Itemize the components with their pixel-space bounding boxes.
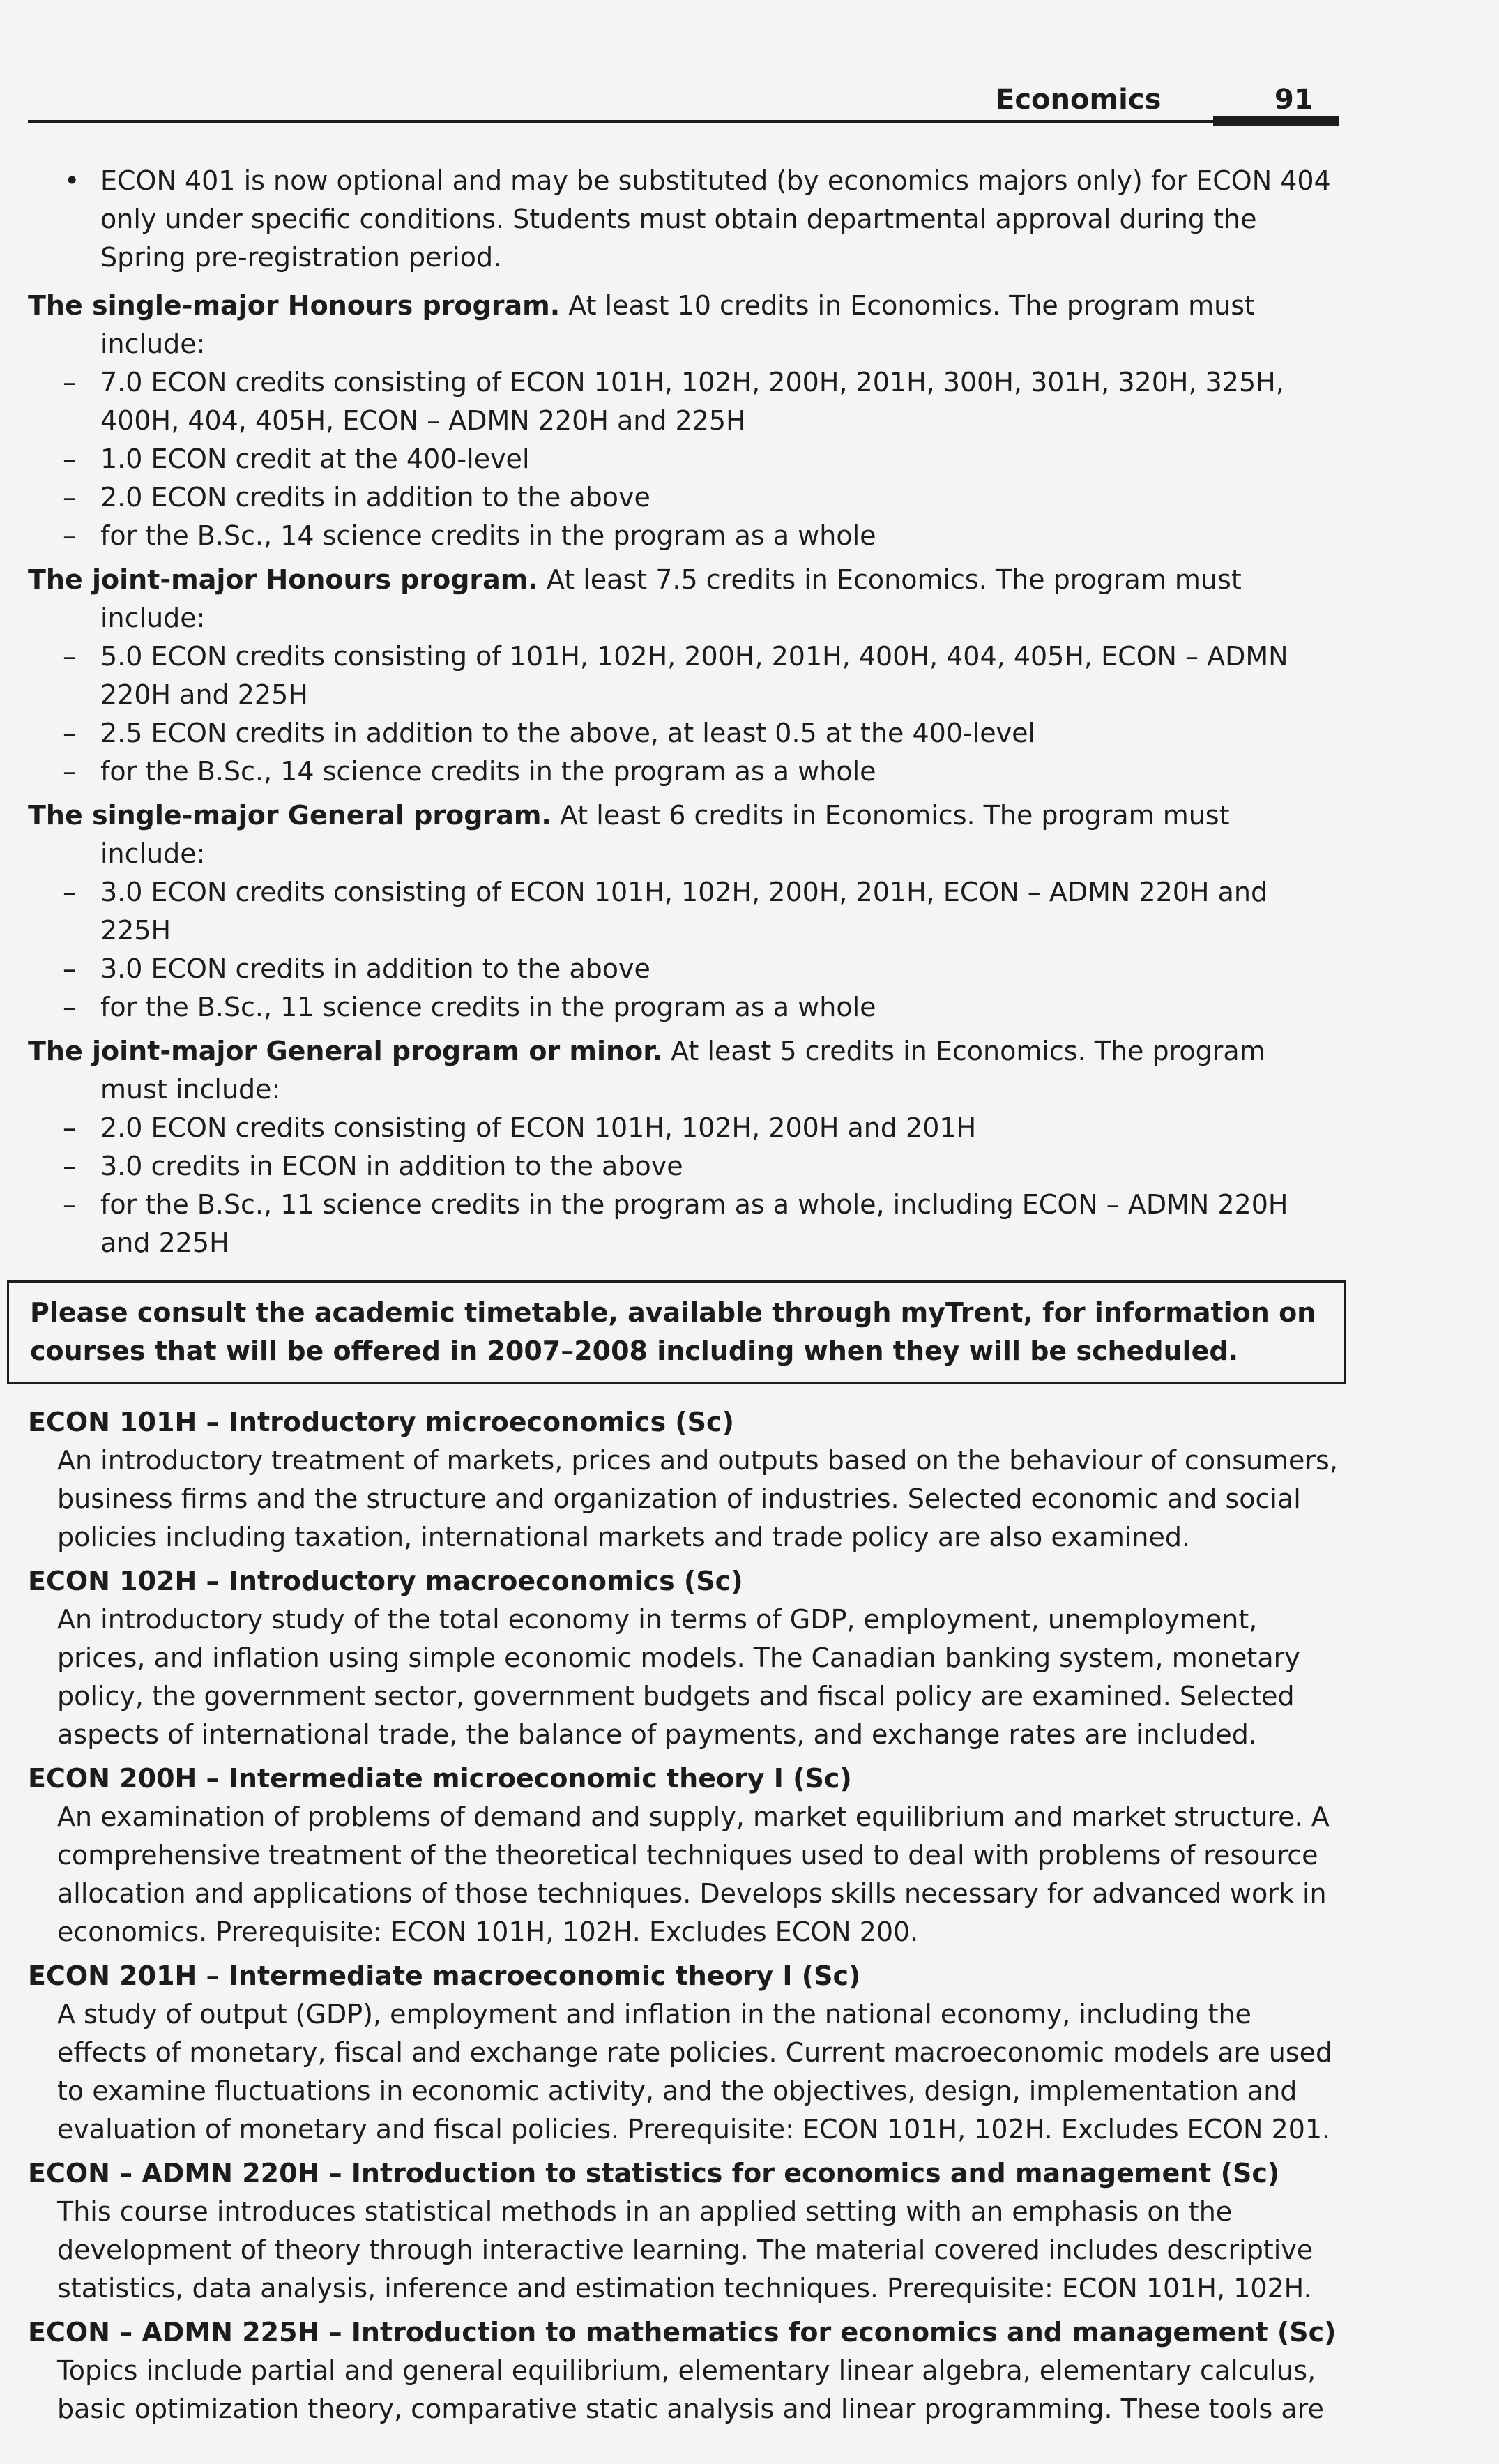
requirement-item: – 3.0 ECON credits consisting of ECON 101H, 102H, 200H, 201H, ECON – ADMN 220H and 225H [28,873,1339,950]
program-intro: At least 6 credits in Economics. The program must include: [100,800,1230,869]
page-content [28,162,1339,2434]
bullet-icon: • [64,165,80,196]
requirement-item: – 1.0 ECON credit at the 400-level [28,440,1339,478]
page-number: 91 [1274,84,1314,116]
requirement-list [28,637,1339,791]
dash-icon: – [63,367,76,398]
section-title: Economics [996,84,1162,116]
program-heading [28,796,1339,873]
course-econ-102h [28,1562,1339,1754]
course-title: ECON 102H – Introductory macroeconomics (Sc) [28,1566,743,1596]
course-title: ECON 101H – Introductory microeconomics (Sc) [28,1407,734,1437]
course-description: A study of output (GDP), employment and inflation in the national economy, including the effects of monetary, fiscal and exchange rate policies. Current macroeconomic models are used to examine fluctuations in economic activity, and the objectives, design, implementation and evaluation of monetary and fiscal policies. Prerequisite: ECON 101H, 102H. Excludes ECON 201. [57,1999,1333,2145]
course-description: This course introduces statistical methods in an applied setting with an emphasis on the development of theory through interactive learning. The material covered includes descriptive statistics, data analysis, inference and estimation techniques. Prerequisite: ECON 101H, 102H. [57,2196,1314,2304]
dash-icon: – [63,953,76,984]
dash-icon: – [63,641,76,672]
requirement-item: – for the B.Sc., 11 science credits in the program as a whole, including ECON – ADMN 220H and 225H [28,1186,1339,1262]
intro-bullet [28,162,1339,277]
requirement-item: – 5.0 ECON credits consisting of 101H, 102H, 200H, 201H, 400H, 404, 405H, ECON – ADMN 220H and 225H [28,637,1339,714]
program-heading [28,287,1339,363]
program-intro: At least 5 credits in Economics. The program must include: [100,1036,1265,1105]
requirement-item: – for the B.Sc., 14 science credits in the program as a whole [28,753,1339,791]
requirement-item: – for the B.Sc., 14 science credits in the program as a whole [28,517,1339,555]
dash-icon: – [63,520,76,551]
requirement-list [28,363,1339,555]
timetable-notice-box: Please consult the academic timetable, available through myTrent, for information on courses that will be offered in 2007–2008 including when they will be scheduled. [7,1280,1346,1384]
dash-icon: – [63,1189,76,1220]
course-econ-200h [28,1760,1339,1951]
requirement-item: – 2.0 ECON credits in addition to the above [28,478,1339,517]
program-heading [28,1032,1339,1109]
course-title: ECON – ADMN 220H – Introduction to statistics for economics and management (Sc) [28,2158,1280,2189]
program-title: The joint-major General program or minor. [28,1036,662,1066]
requirement-item: – for the B.Sc., 11 science credits in the program as a whole [28,988,1339,1027]
course-description: Topics include partial and general equilibrium, elementary linear algebra, elementary calculus, basic optimization theory, comparative static analysis and linear programming. These tools are [57,2355,1324,2424]
intro-bullet-text: ECON 401 is now optional and may be substituted (by economics majors only) for ECON 404 only under specific conditions. Students must obtain departmental approval during the Spring pre-registration period. [100,165,1331,273]
program-single-major-general [28,796,1339,1027]
program-intro: At least 7.5 credits in Economics. The program must include: [100,564,1242,633]
program-heading [28,561,1339,637]
course-title: ECON 201H – Intermediate macroeconomic theory I (Sc) [28,1960,861,1991]
header-rule [28,120,1339,123]
course-description: An examination of problems of demand and supply, market equilibrium and market structure. A comprehensive treatment of the theoretical techniques used to deal with problems of resource allocation and applications of those techniques. Develops skills necessary for advanced work in economics. Prerequisite: ECON 101H, 102H. Excludes ECON 200. [57,1801,1330,1947]
requirement-item: – 3.0 credits in ECON in addition to the above [28,1147,1339,1186]
program-title: The single-major General program. [28,800,551,831]
requirement-item: – 3.0 ECON credits in addition to the above [28,950,1339,988]
course-econ-101h [28,1403,1339,1557]
requirement-item: – 2.0 ECON credits consisting of ECON 101H, 102H, 200H and 201H [28,1109,1339,1147]
requirement-list [28,873,1339,1027]
dash-icon: – [63,1151,76,1181]
dash-icon: – [63,482,76,513]
dash-icon: – [63,877,76,907]
running-header [28,78,1339,134]
program-title: The single-major Honours program. [28,290,561,321]
course-econ-201h [28,1957,1339,2149]
course-title: ECON 200H – Intermediate microeconomic theory I (Sc) [28,1763,852,1794]
dash-icon: – [63,756,76,787]
dash-icon: – [63,1112,76,1143]
requirement-list [28,1109,1339,1262]
requirement-item: – 7.0 ECON credits consisting of ECON 101H, 102H, 200H, 201H, 300H, 301H, 320H, 325H, 400H, 404, 405H, ECON – ADMN 220H and 225H [28,363,1339,440]
dash-icon: – [63,992,76,1022]
course-title: ECON – ADMN 225H – Introduction to mathematics for economics and management (Sc) [28,2317,1337,2348]
program-intro: At least 10 credits in Economics. The program must include: [100,290,1255,359]
dash-icon: – [63,718,76,748]
dash-icon: – [63,444,76,474]
course-description: An introductory treatment of markets, prices and outputs based on the behaviour of consumers, business firms and the structure and organization of industries. Selected economic and social policies including taxation, international markets and trade policy are also examined. [57,1445,1338,1552]
program-title: The joint-major Honours program. [28,564,538,595]
course-econ-admn-225h [28,2313,1339,2428]
header-rule-accent [1213,116,1339,126]
program-single-major-honours [28,287,1339,555]
course-description: An introductory study of the total economy in terms of GDP, employment, unemployment, prices, and inflation using simple economic models. The Canadian banking system, monetary policy, the government sector, government budgets and fiscal policy are examined. Selected aspects of international trade, the balance of payments, and exchange rates are included. [57,1604,1300,1750]
program-joint-major-honours [28,561,1339,791]
requirement-item: – 2.5 ECON credits in addition to the above, at least 0.5 at the 400-level [28,714,1339,753]
course-econ-admn-220h [28,2154,1339,2308]
program-joint-major-general-or-minor [28,1032,1339,1262]
